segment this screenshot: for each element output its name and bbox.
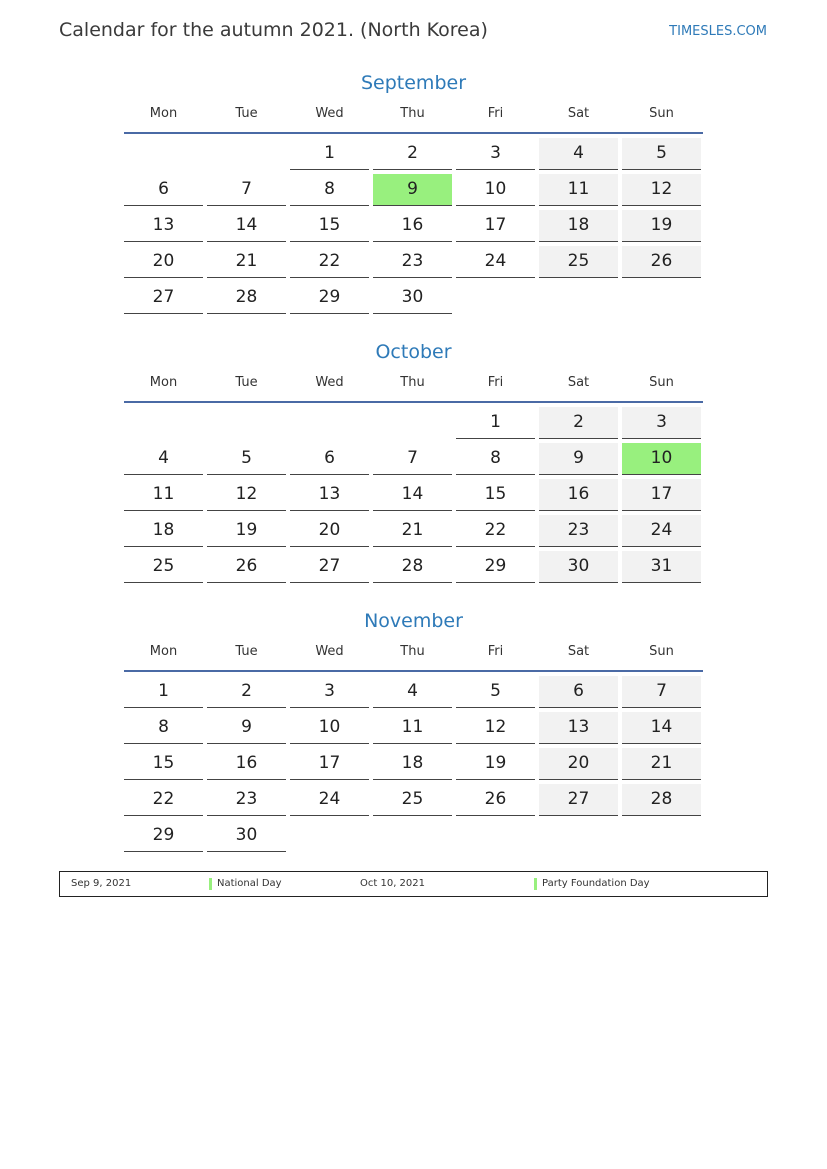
weekday-fri: Fri [487,644,504,659]
day-cell: 4 [373,676,452,708]
day-cell: 6 [539,676,618,708]
header-divider [124,401,703,403]
empty-day-cell [207,138,286,170]
day-cell: 3 [456,138,535,170]
day-cell: 13 [290,479,369,511]
month-november [124,608,703,852]
day-cell: 2 [373,138,452,170]
weekday-mon: Mon [149,375,178,390]
day-cell: 19 [622,210,701,242]
weekday-mon: Mon [149,106,178,121]
weekday-sat: Sat [567,375,590,390]
empty-day-cell [207,407,286,439]
weekday-tue: Tue [235,644,258,659]
day-cell: 16 [539,479,618,511]
day-cell: 29 [290,282,369,314]
weekday-fri: Fri [487,106,504,121]
day-cell: 12 [622,174,701,206]
day-cell: 28 [373,551,452,583]
weekday-wed: Wed [315,375,344,390]
day-cell: 9 [539,443,618,475]
holiday-day-cell: 9 [373,174,452,206]
day-cell: 17 [622,479,701,511]
day-cell: 22 [456,515,535,547]
weekday-mon: Mon [149,644,178,659]
weekday-thu: Thu [400,106,425,121]
day-cell: 12 [207,479,286,511]
day-cell: 19 [207,515,286,547]
day-cell: 30 [207,820,286,852]
day-cell: 17 [290,748,369,780]
day-cell: 1 [124,676,203,708]
empty-day-cell [290,407,369,439]
weekday-sun: Sun [649,375,674,390]
day-cell: 8 [124,712,203,744]
weekday-tue: Tue [235,375,258,390]
weekday-sat: Sat [567,106,590,121]
weekday-header [124,104,703,124]
day-cell: 20 [539,748,618,780]
day-cell: 2 [207,676,286,708]
day-cell: 26 [207,551,286,583]
legend-holiday-name: National Day [217,878,282,889]
weekday-header [124,373,703,393]
month-september [124,70,703,314]
day-cell: 1 [456,407,535,439]
day-cell: 8 [290,174,369,206]
day-cell: 28 [622,784,701,816]
day-cell: 24 [290,784,369,816]
day-cell: 12 [456,712,535,744]
day-cell: 29 [456,551,535,583]
day-cell: 18 [539,210,618,242]
day-cell: 28 [207,282,286,314]
day-cell: 23 [539,515,618,547]
day-cell: 21 [207,246,286,278]
day-cell: 14 [207,210,286,242]
day-grid [124,407,703,583]
weekday-thu: Thu [400,644,425,659]
day-cell: 31 [622,551,701,583]
month-title: November [364,610,463,632]
day-cell: 4 [124,443,203,475]
day-cell: 27 [290,551,369,583]
day-cell: 20 [124,246,203,278]
day-grid [124,138,703,314]
day-cell: 29 [124,820,203,852]
day-cell: 22 [124,784,203,816]
header-divider [124,132,703,134]
day-cell: 11 [539,174,618,206]
empty-day-cell [124,407,203,439]
day-cell: 7 [373,443,452,475]
weekday-sun: Sun [649,644,674,659]
day-cell: 25 [124,551,203,583]
weekday-wed: Wed [315,106,344,121]
day-cell: 7 [622,676,701,708]
day-cell: 26 [622,246,701,278]
weekday-sat: Sat [567,644,590,659]
day-cell: 15 [290,210,369,242]
day-cell: 10 [290,712,369,744]
day-cell: 15 [124,748,203,780]
legend-holiday-name: Party Foundation Day [542,878,650,889]
weekday-sun: Sun [649,106,674,121]
day-cell: 23 [207,784,286,816]
day-cell: 26 [456,784,535,816]
day-cell: 24 [456,246,535,278]
empty-day-cell [373,407,452,439]
legend-color-swatch [534,878,537,890]
page-title: Calendar for the autumn 2021. (North Korea) [59,19,488,41]
day-cell: 27 [124,282,203,314]
day-cell: 8 [456,443,535,475]
weekday-wed: Wed [315,644,344,659]
legend-color-swatch [209,878,212,890]
day-cell: 18 [373,748,452,780]
day-cell: 5 [456,676,535,708]
month-title: October [375,341,452,363]
day-cell: 23 [373,246,452,278]
day-grid [124,676,703,852]
day-cell: 11 [373,712,452,744]
month-october [124,339,703,583]
day-cell: 1 [290,138,369,170]
day-cell: 30 [539,551,618,583]
day-cell: 13 [124,210,203,242]
day-cell: 21 [373,515,452,547]
holiday-day-cell: 10 [622,443,701,475]
day-cell: 6 [290,443,369,475]
day-cell: 9 [207,712,286,744]
day-cell: 21 [622,748,701,780]
weekday-header [124,642,703,662]
day-cell: 16 [207,748,286,780]
day-cell: 22 [290,246,369,278]
month-title: September [360,72,467,94]
day-cell: 24 [622,515,701,547]
day-cell: 17 [456,210,535,242]
header-divider [124,670,703,672]
day-cell: 30 [373,282,452,314]
day-cell: 5 [622,138,701,170]
legend-date: Oct 10, 2021 [360,878,425,889]
day-cell: 3 [622,407,701,439]
weekday-fri: Fri [487,375,504,390]
day-cell: 25 [539,246,618,278]
day-cell: 19 [456,748,535,780]
weekday-tue: Tue [235,106,258,121]
site-link[interactable]: TIMESLES.COM [669,24,767,39]
day-cell: 20 [290,515,369,547]
day-cell: 7 [207,174,286,206]
day-cell: 25 [373,784,452,816]
day-cell: 13 [539,712,618,744]
weekday-thu: Thu [400,375,425,390]
holiday-legend [59,871,768,897]
day-cell: 14 [622,712,701,744]
day-cell: 16 [373,210,452,242]
day-cell: 2 [539,407,618,439]
legend-date: Sep 9, 2021 [71,878,132,889]
day-cell: 14 [373,479,452,511]
day-cell: 10 [456,174,535,206]
day-cell: 3 [290,676,369,708]
day-cell: 11 [124,479,203,511]
day-cell: 15 [456,479,535,511]
day-cell: 6 [124,174,203,206]
day-cell: 27 [539,784,618,816]
day-cell: 5 [207,443,286,475]
day-cell: 18 [124,515,203,547]
empty-day-cell [124,138,203,170]
day-cell: 4 [539,138,618,170]
